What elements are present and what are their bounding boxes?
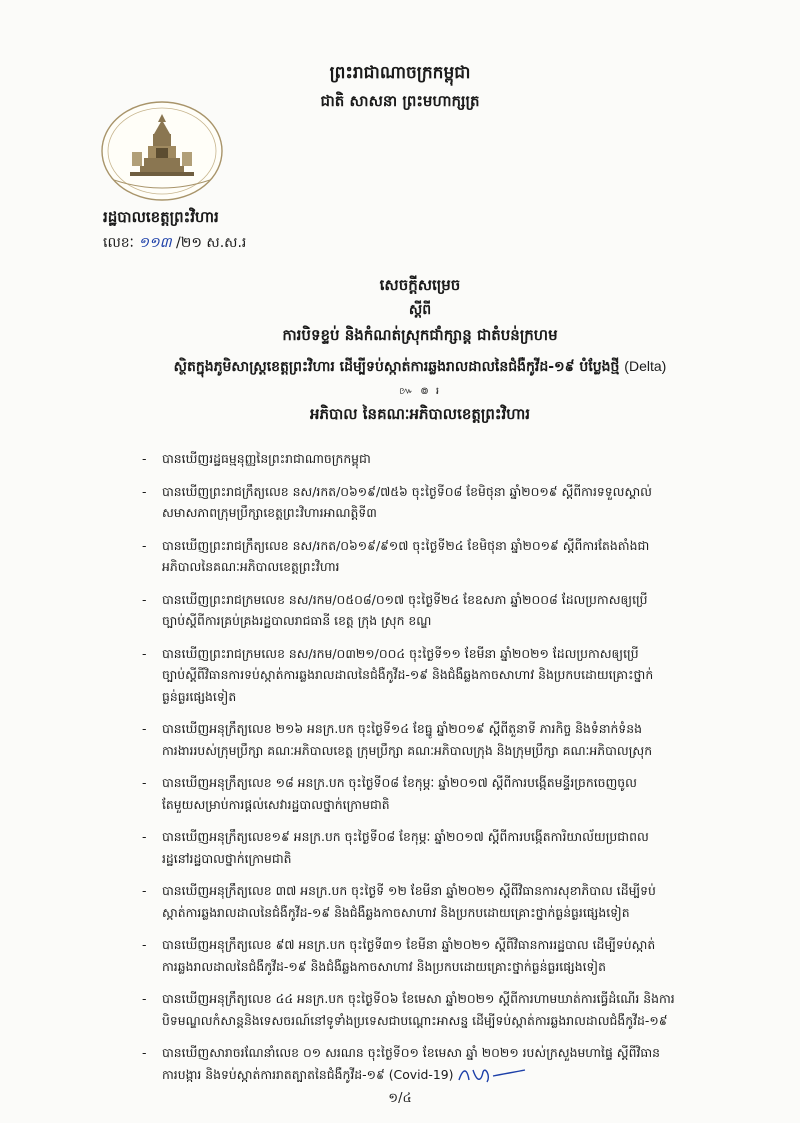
dash-bullet: -	[142, 991, 147, 1006]
dash-bullet: -	[142, 775, 147, 790]
dash-bullet: -	[142, 829, 147, 844]
dash-bullet: -	[142, 591, 147, 607]
list-item-line: ស្កាត់ការឆ្លងរាលដាលនៃជំងឺកូវីដ-១៩ និងជំងឺឆ្លងកាចសាហាវ និងប្រកបដោយគ្រោះថ្នាក់ធ្ងន់ធ្ងរផ្សេងទៀត	[162, 904, 630, 920]
list-item-line: អភិបាលនៃគណៈអភិបាលខេត្តព្រះវិហារ	[162, 559, 340, 574]
list-item-line: បានឃើញអនុក្រឹត្យលេខ១៩ អនក្រ.បក ចុះថ្ងៃទី០៨ ខែកុម្ភៈ ឆ្នាំ២០១៧ ស្ដីពីការបង្កើតការិយាល័យប្រជាពល	[162, 829, 649, 844]
dash-bullet: -	[142, 1045, 147, 1060]
list-item-line: បានឃើញព្រះរាជក្រឹត្យលេខ នស/រកត/០៦១៩/៧៥៦ ចុះថ្ងៃទី០៨ ខែមិថុនា ឆ្នាំ២០១៩ ស្ដីពីការទទួលស្គាល់	[162, 483, 652, 499]
list-item-line: បានឃើញអនុក្រឹត្យលេខ ១៨ អនក្រ.បក ចុះថ្ងៃទី០៨ ខែកុម្ភៈ ឆ្នាំ២០១៧ ស្ដីពីការបង្កើតមន្ទីរច្រកចេញចូល	[162, 775, 637, 790]
reference-suffix: /២១ ស.ស.រ	[176, 235, 247, 251]
national-motto: ជាតិ សាសនា ព្រះមហាក្សត្រ	[320, 92, 480, 110]
page-number: ១/៤	[388, 1091, 412, 1106]
list-item-line: ការងាររបស់ក្រុមប្រឹក្សា គណៈអភិបាលខេត្ត ក្រុមប្រឹក្សា គណៈអភិបាលក្រុង និងក្រុមប្រឹក្សា គណៈអភិបាលស្រុក	[162, 742, 653, 758]
about-label: ស្ដីពី	[408, 302, 432, 318]
list-item-line: បិទមណ្ឌលកំសាន្តនិងទេសចរណ៍នៅទូទាំងប្រទេសជាបណ្ដោះអាសន្ន ដើម្បីទប់ស្កាត់ការឆ្លងរាលដាលជំងឺកូវីដ-១៩	[162, 1012, 668, 1028]
list-item-line: បានឃើញអនុក្រឹត្យលេខ ៣៧ អនក្រ.បក ចុះថ្ងៃទី ១២ ខែមីនា ឆ្នាំ២០២១ ស្ដីពីវិធានការសុខាភិបាល ដើម្បីទប់	[162, 883, 656, 898]
list-item-line: បានឃើញសារាចរណែនាំលេខ ០១ សរណន ចុះថ្ងៃទី០១ ខែមេសា ឆ្នាំ ២០២១ របស់ក្រសួងមហាផ្ទៃ ស្ដីពីវិធាន	[162, 1045, 661, 1060]
list-item	[138, 772, 768, 815]
list-item	[138, 718, 768, 761]
list-item	[138, 481, 768, 524]
list-item	[138, 880, 768, 923]
temple-seal-icon	[100, 100, 224, 202]
list-item	[138, 448, 768, 470]
dash-bullet: -	[142, 721, 147, 736]
subject-line-1: ការបិទខ្ទប់ និងកំណត់ស្រុកជាំក្សាន្ត ជាតំបន់ក្រហម	[282, 326, 558, 344]
list-item	[138, 589, 768, 632]
list-item	[138, 826, 768, 869]
list-item	[138, 988, 768, 1031]
list-item-line: សមាសភាពក្រុមប្រឹក្សាខេត្តព្រះវិហារអាណត្តិទី៣	[162, 505, 377, 520]
list-item-line: ច្បាប់ស្ដីពីការគ្រប់គ្រងរដ្ឋបាលរាជធានី ខេត្ត ក្រុង ស្រុក ខណ្ឌ	[162, 613, 432, 628]
list-item-line: បានឃើញព្រះរាជក្រមលេខ នស/រកម/០៥០៨/០១៧ ចុះថ្ងៃទី២៤ ខែឧសភា ឆ្នាំ២០០៨ ដែលប្រកាសឲ្យប្រើ	[162, 591, 648, 607]
list-item	[138, 934, 768, 977]
list-item-line: ច្បាប់ស្ដីពីវិធានការទប់ស្កាត់ការឆ្លងរាលដាលនៃជំងឺកូវីដ-១៩ និងជំងឺឆ្លងកាចសាហាវ និងប្រកបដោយគ្រោះថ្នាក់	[162, 667, 654, 682]
dash-bullet: -	[142, 883, 147, 898]
subject-line-2	[80, 357, 760, 378]
ornament-divider: ៚ ៙ ៛	[399, 386, 441, 397]
dash-bullet: -	[142, 483, 147, 499]
list-item	[138, 535, 768, 578]
document-type: សេចក្ដីសម្រេច	[379, 276, 461, 294]
list-item-line: តែមួយសម្រាប់ការផ្ដល់សេវារដ្ឋបាលថ្នាក់ក្រោមជាតិ	[162, 796, 390, 812]
list-item	[138, 1042, 768, 1085]
reference-prefix: លេខៈ	[103, 235, 134, 251]
reference-number	[103, 233, 246, 254]
list-item-line: បានឃើញព្រះរាជក្រឹត្យលេខ នស/រកត/០៦១៩/៩១៧ ចុះថ្ងៃទី២៤ ខែមិថុនា ឆ្នាំ២០១៩ ស្ដីពីការតែងតាំងជា	[162, 537, 650, 553]
list-item-line: បានឃើញព្រះរាជក្រមលេខ នស/រកម/០៣២១/០០៤ ចុះថ្ងៃទី១១ ខែមីនា ឆ្នាំ២០២១ ដែលប្រកាសឲ្យប្រើ	[162, 645, 639, 661]
initials-signature-icon	[457, 1066, 527, 1084]
list-item-line: រដ្ឋនៅរដ្ឋបាលថ្នាក់ក្រោមជាតិ	[162, 850, 292, 866]
dash-bullet: -	[142, 937, 147, 952]
subject-line-2-text: ស្ថិតក្នុងភូមិសាស្ត្រខេត្តព្រះវិហារ ដើម្បីទប់ស្កាត់ការឆ្លងរាលដាលនៃជំងឺកូវីដ-១៩ បំប្លែងថ្មី	[173, 359, 620, 375]
legal-basis-list	[138, 448, 768, 1096]
list-item-line: បានឃើញអនុក្រឹត្យលេខ ៩៧ អនក្រ.បក ចុះថ្ងៃទី៣១ ខែមីនា ឆ្នាំ២០២១ ស្ដីពីវិធានការរដ្ឋបាល ដើម្បីទប់ស្កាត់	[162, 937, 656, 952]
variant-name: (Delta)	[624, 358, 667, 374]
dash-bullet: -	[142, 451, 147, 466]
list-item-line: ការឆ្លងរាលដាលនៃជំងឺកូវីដ-១៩ និងជំងឺឆ្លងកាចសាហាវ និងប្រកបដោយគ្រោះថ្នាក់ធ្ងន់ធ្ងរផ្សេងទៀត	[162, 958, 606, 974]
kingdom-heading: ព្រះរាជាណាចក្រកម្ពុជា	[329, 63, 471, 83]
list-item	[138, 643, 768, 708]
list-item-line: បានឃើញអនុក្រឹត្យលេខ ២១៦ អនក្រ.បក ចុះថ្ងៃទី១៤ ខែធ្នូ ឆ្នាំ២០១៩ ស្ដីពីតួនាទី ភារកិច្ច និងទំនាក់ទំនង	[162, 721, 643, 736]
dash-bullet: -	[142, 537, 147, 553]
reference-handwritten-number: ១១៣	[138, 235, 172, 251]
list-item-line: ធ្ងន់ធ្ងរផ្សេងទៀត	[162, 688, 237, 704]
list-item-line: ការបង្ការ និងទប់ស្កាត់ការរាតត្បាតនៃជំងឺកូវីដ-១៩ (Covid-19)	[162, 1064, 768, 1086]
dash-bullet: -	[142, 645, 147, 661]
governor-heading: អភិបាល នៃគណៈអភិបាលខេត្តព្រះវិហារ	[309, 405, 531, 423]
list-item-line: បានឃើញរដ្ឋធម្មនុញ្ញនៃព្រះរាជាណាចក្រកម្ពុជា	[162, 451, 371, 466]
issuing-office: រដ្ឋបាលខេត្តព្រះវិហារ	[103, 208, 219, 226]
list-item-line: បានឃើញអនុក្រឹត្យលេខ ៤៤ អនក្រ.បក ចុះថ្ងៃទី០៦ ខែមេសា ឆ្នាំ២០២១ ស្ដីពីការហាមឃាត់ការធ្វើដំណើរ និងការ	[162, 991, 675, 1006]
